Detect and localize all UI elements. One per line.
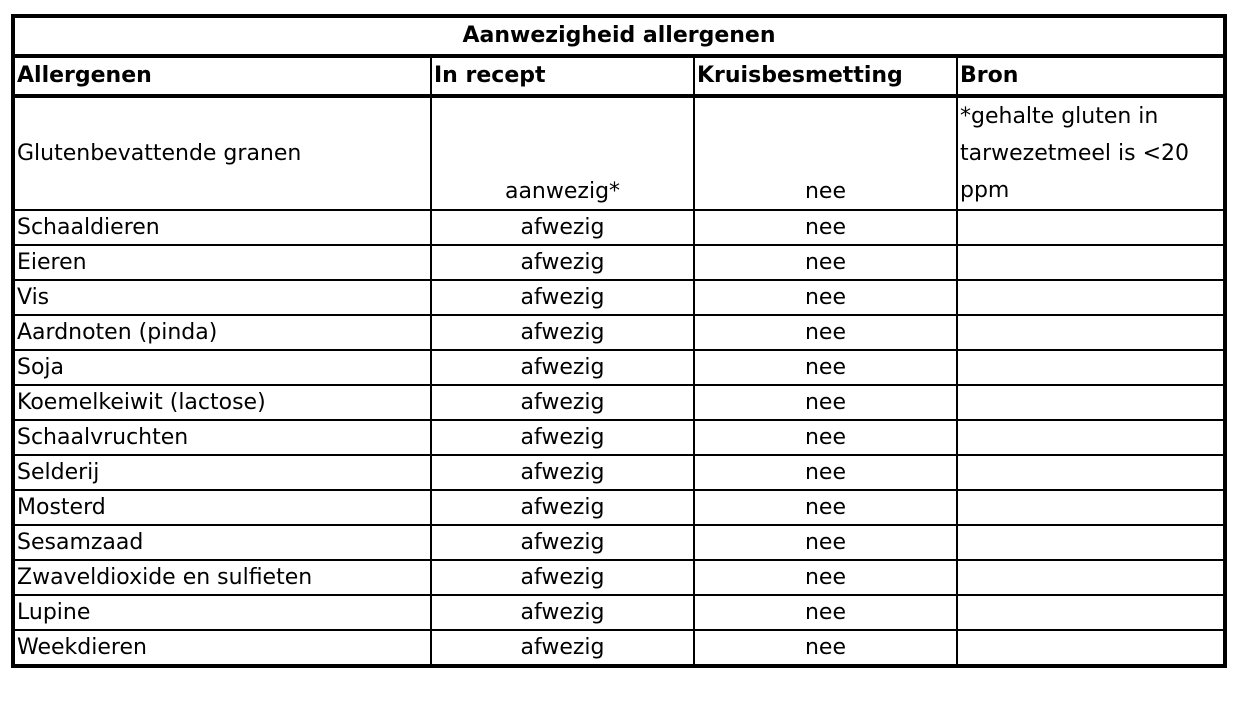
table-row: [13, 630, 1225, 666]
cell-source: *gehalte gluten in tarwezetmeel is <20 ppm: [957, 96, 1225, 210]
header-cross-contamination: Kruisbesmetting: [694, 56, 957, 96]
cell-in-recipe: afwezig: [431, 210, 694, 245]
table-title-row: [13, 16, 1225, 56]
cell-cross-contamination: nee: [694, 595, 957, 630]
cell-in-recipe: aanwezig*: [431, 96, 694, 210]
cell-allergen: Weekdieren: [13, 630, 431, 666]
cell-allergen: Eieren: [13, 245, 431, 280]
cell-cross-contamination: nee: [694, 385, 957, 420]
cell-source: [957, 280, 1225, 315]
table-row: [13, 96, 1225, 210]
table-title: Aanwezigheid allergenen: [13, 16, 1225, 56]
cell-allergen: Schaalvruchten: [13, 420, 431, 455]
cell-allergen: Glutenbevattende granen: [13, 96, 431, 210]
cell-allergen: Mosterd: [13, 490, 431, 525]
cell-allergen: Schaaldieren: [13, 210, 431, 245]
table-row: [13, 525, 1225, 560]
cell-allergen: Selderij: [13, 455, 431, 490]
table-row: [13, 350, 1225, 385]
cell-source: [957, 210, 1225, 245]
table-row: [13, 280, 1225, 315]
cell-allergen: Vis: [13, 280, 431, 315]
cell-source: [957, 455, 1225, 490]
cell-source: [957, 420, 1225, 455]
table-row: [13, 385, 1225, 420]
header-in-recipe: In recept: [431, 56, 694, 96]
cell-cross-contamination: nee: [694, 210, 957, 245]
cell-allergen: Lupine: [13, 595, 431, 630]
cell-in-recipe: afwezig: [431, 245, 694, 280]
header-source: Bron: [957, 56, 1225, 96]
cell-cross-contamination: nee: [694, 245, 957, 280]
cell-in-recipe: afwezig: [431, 630, 694, 666]
cell-allergen: Zwaveldioxide en sulfieten: [13, 560, 431, 595]
table-row: [13, 420, 1225, 455]
cell-source: [957, 245, 1225, 280]
cell-source: [957, 525, 1225, 560]
cell-source: [957, 630, 1225, 666]
cell-source: [957, 315, 1225, 350]
table-row: [13, 210, 1225, 245]
table-row: [13, 245, 1225, 280]
cell-cross-contamination: nee: [694, 455, 957, 490]
cell-source: [957, 490, 1225, 525]
cell-in-recipe: afwezig: [431, 560, 694, 595]
cell-cross-contamination: nee: [694, 420, 957, 455]
cell-cross-contamination: nee: [694, 490, 957, 525]
table-header-row: [13, 56, 1225, 96]
cell-source: [957, 595, 1225, 630]
cell-in-recipe: afwezig: [431, 490, 694, 525]
cell-cross-contamination: nee: [694, 96, 957, 210]
cell-in-recipe: afwezig: [431, 525, 694, 560]
cell-in-recipe: afwezig: [431, 280, 694, 315]
cell-in-recipe: afwezig: [431, 315, 694, 350]
cell-cross-contamination: nee: [694, 315, 957, 350]
cell-source: [957, 385, 1225, 420]
cell-cross-contamination: nee: [694, 525, 957, 560]
cell-cross-contamination: nee: [694, 350, 957, 385]
cell-source: [957, 560, 1225, 595]
cell-in-recipe: afwezig: [431, 420, 694, 455]
cell-cross-contamination: nee: [694, 560, 957, 595]
cell-cross-contamination: nee: [694, 630, 957, 666]
table-row: [13, 490, 1225, 525]
table-row: [13, 315, 1225, 350]
header-allergen: Allergenen: [13, 56, 431, 96]
cell-allergen: Koemelkeiwit (lactose): [13, 385, 431, 420]
cell-allergen: Aardnoten (pinda): [13, 315, 431, 350]
cell-allergen: Soja: [13, 350, 431, 385]
cell-allergen: Sesamzaad: [13, 525, 431, 560]
table-row: [13, 560, 1225, 595]
cell-in-recipe: afwezig: [431, 350, 694, 385]
cell-in-recipe: afwezig: [431, 455, 694, 490]
cell-cross-contamination: nee: [694, 280, 957, 315]
allergen-table: [11, 14, 1227, 668]
cell-in-recipe: afwezig: [431, 595, 694, 630]
table-row: [13, 595, 1225, 630]
cell-in-recipe: afwezig: [431, 385, 694, 420]
table-row: [13, 455, 1225, 490]
cell-source: [957, 350, 1225, 385]
